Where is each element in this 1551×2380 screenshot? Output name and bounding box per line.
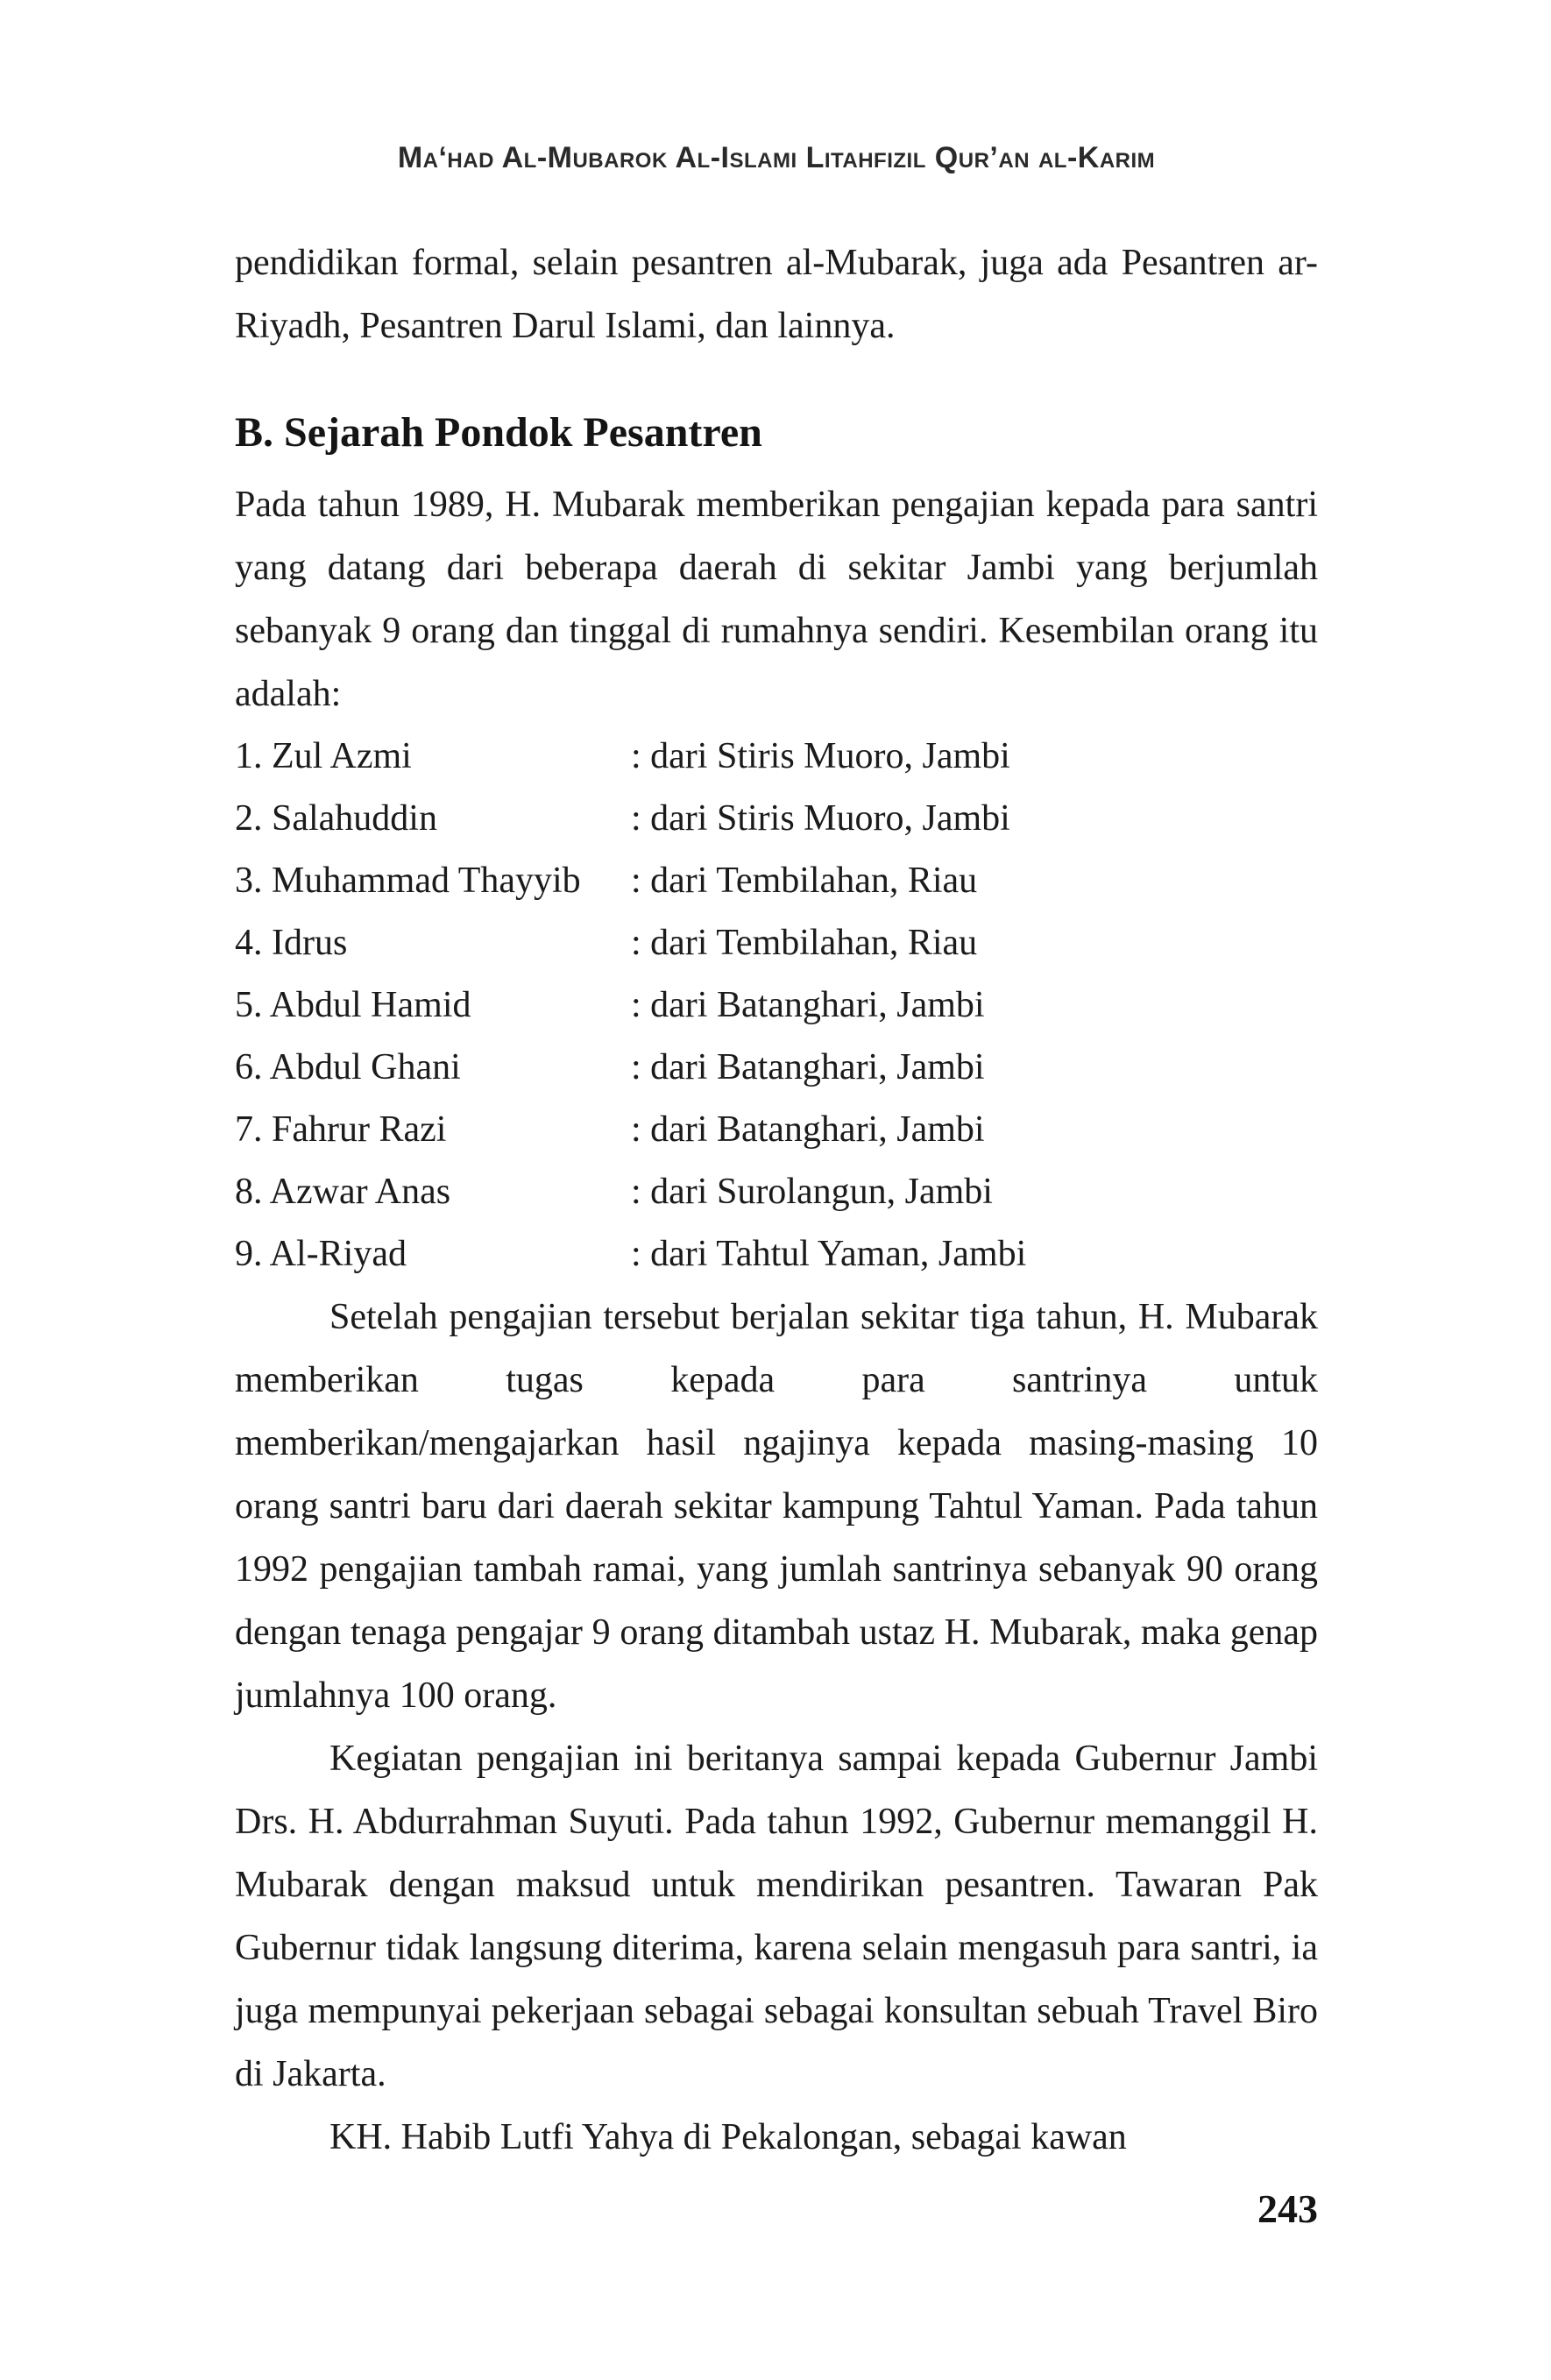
list-item bbox=[235, 1037, 1318, 1099]
list-item bbox=[235, 1099, 1318, 1161]
santri-origin: : dari Surolangun, Jambi bbox=[631, 1172, 993, 1212]
santri-origin: : dari Batanghari, Jambi bbox=[631, 1047, 985, 1087]
list-item bbox=[235, 1161, 1318, 1223]
santri-origin: : dari Tembilahan, Riau bbox=[631, 923, 978, 963]
santri-origin: : dari Batanghari, Jambi bbox=[631, 1109, 985, 1150]
intro-paragraph: pendidikan formal, selain pesantren al-Mubarak, juga ada Pesantren ar-Riyadh, Pesantren Darul Islami, dan lainnya. bbox=[235, 243, 1318, 346]
running-header: Ma‘had Al-Mubarok Al-Islami Litahfizil Qur’an al-Karim bbox=[397, 141, 1156, 174]
list-item bbox=[235, 850, 1318, 912]
text-column bbox=[235, 138, 1318, 2169]
list-item bbox=[235, 726, 1318, 788]
santri-name: 6. Abdul Ghani bbox=[235, 1047, 461, 1087]
page-number: 243 bbox=[1257, 2186, 1318, 2231]
list-item bbox=[235, 1223, 1318, 1286]
santri-name: 9. Al-Riyad bbox=[235, 1234, 407, 1274]
paragraph-habib-lutfi: KH. Habib Lutfi Yahya di Pekalongan, sebagai kawan bbox=[329, 2117, 1127, 2157]
santri-origin: : dari Stiris Muoro, Jambi bbox=[631, 736, 1010, 776]
santri-name: 8. Azwar Anas bbox=[235, 1172, 451, 1212]
santri-origin: : dari Tembilahan, Riau bbox=[631, 861, 978, 901]
section-heading: B. Sejarah Pondok Pesantren bbox=[235, 409, 762, 456]
santri-name: 7. Fahrur Razi bbox=[235, 1109, 447, 1150]
santri-origin: : dari Stiris Muoro, Jambi bbox=[631, 798, 1010, 839]
santri-name: 2. Salahuddin bbox=[235, 798, 437, 839]
paragraph-governor: Kegiatan pengajian ini beritanya sampai kepada Gubernur Jambi Drs. H. Abdurrahman Suyuti. Pada tahun 1992, Gubernur memanggil H. Mubarak dengan maksud untuk mendirikan pesantren. Tawaran Pak Gubernur tidak langsung diterima, karena selain mengasuh para santri, ia juga mempunyai pekerjaan sebagai sebagai konsultan sebuah Travel Biro di Jakarta. bbox=[235, 1739, 1318, 2094]
santri-name: 3. Muhammad Thayyib bbox=[235, 861, 581, 901]
list-item bbox=[235, 788, 1318, 850]
santri-name: 5. Abdul Hamid bbox=[235, 985, 471, 1025]
list-item bbox=[235, 974, 1318, 1037]
list-item bbox=[235, 912, 1318, 974]
santri-name: 1. Zul Azmi bbox=[235, 736, 412, 776]
santri-origin: : dari Batanghari, Jambi bbox=[631, 985, 985, 1025]
paragraph-history-intro: Pada tahun 1989, H. Mubarak memberikan pengajian kepada para santri yang datang dari beberapa daerah di sekitar Jambi yang berjumlah sebanyak 9 orang dan tinggal di rumahnya sendiri. Kesembilan orang itu adalah: bbox=[235, 485, 1318, 714]
paragraph-growth: Setelah pengajian tersebut berjalan sekitar tiga tahun, H. Mubarak memberikan tugas kepada para santrinya untuk memberikan/mengajarkan hasil ngajinya kepada masing-masing 10 orang santri baru dari daerah sekitar kampung Tahtul Yaman. Pada tahun 1992 pengajian tambah ramai, yang jumlah santrinya sebanyak 90 orang dengan tenaga pengajar 9 orang ditambah ustaz H. Mubarak, maka genap jumlahnya 100 orang. bbox=[235, 1297, 1318, 1716]
santri-name: 4. Idrus bbox=[235, 923, 348, 963]
santri-origin: : dari Tahtul Yaman, Jambi bbox=[631, 1234, 1027, 1274]
santri-list bbox=[235, 726, 1318, 1286]
